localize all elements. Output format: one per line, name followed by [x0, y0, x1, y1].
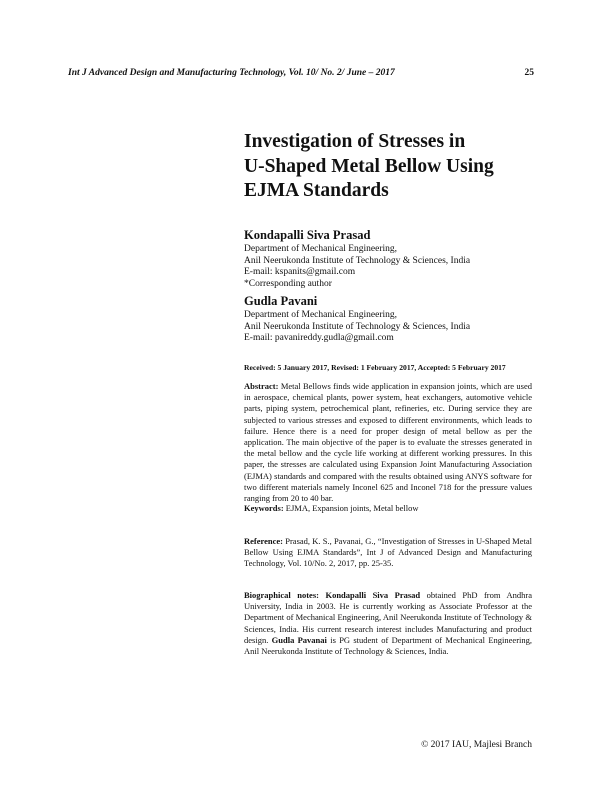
abstract	[244, 381, 532, 504]
bio-name-1: Kondapalli Siva Prasad	[325, 590, 421, 600]
affiliation-line: Department of Mechanical Engineering,	[244, 244, 397, 254]
reference-text: Prasad, K. S., Pavanai, G., “Investigation of Stresses in U-Shaped Metal Bellow Using EJMA Standards”, Int J of Advanced Design and Manufacturing Technology, Vol. 10/No. 2, 2017, pp. 25-35.	[244, 536, 533, 569]
paper-title	[244, 130, 544, 204]
reference-label: Reference:	[244, 536, 284, 546]
biographical-notes	[244, 590, 532, 657]
bio-text-1: obtained PhD from Andhra University, India in 2003. He is currently working as Associate Professor at the Department of Mechanical Engineering, Anil Neerukonda Institute of Technology & Sciences, India. His current research interest includes Manufacturing and product design.	[244, 590, 533, 645]
page-number: 25	[524, 68, 534, 78]
bio-text-2: is PG student of Department of Mechanical Engineering, Anil Neerukonda Institute of Technology & Sciences, India.	[244, 634, 533, 657]
reference	[244, 536, 532, 570]
received-dates: Received: 5 January 2017, Revised: 1 February 2017, Accepted: 5 February 2017	[244, 363, 506, 372]
author-name: Gudla Pavani	[244, 294, 318, 308]
bio-name-2: Gudla Pavanai	[271, 634, 327, 645]
keywords-label: Keywords:	[244, 503, 284, 513]
affiliation-line: Department of Mechanical Engineering,	[244, 310, 397, 320]
running-header	[68, 68, 534, 82]
affiliation-line: Anil Neerukonda Institute of Technology & Sciences, India	[244, 255, 471, 266]
journal-citation: Int J Advanced Design and Manufacturing Technology, Vol. 10/ No. 2/ June – 2017	[68, 68, 395, 78]
author-block-2	[244, 293, 544, 345]
keywords-text: EJMA, Expansion joints, Metal bellow	[285, 503, 419, 513]
author-block-1	[244, 227, 544, 290]
copyright-footer: © 2017 IAU, Majlesi Branch	[421, 740, 532, 750]
corresponding-note: *Corresponding author	[244, 278, 332, 289]
title-line: Investigation of Stresses in	[244, 131, 466, 152]
abstract-text: Metal Bellows finds wide application in expansion joints, which are used in aerospace, chemical plants, power system, heat exchangers, automotive vehicle parts, piping system, petrochemical plant, refineries, etc. During service they are subjected to various stresses and exposed to different environments, which leads to failure. Hence there is a need for proper design of metal bellow as per the application. The main objective of the paper is to evaluate the stresses generated in the metal bellow and the cycle life working at different working pressures. In this paper, the stresses are calculated using Expansion Joint Manufacturing Association (EJMA) standards and compared with the results obtained using ANYS software for two different materials namely Inconel 625 and Inconel 718 for the pressure values ranging from 20 to 40 bar.	[244, 381, 532, 504]
author-name: Kondapalli Siva Prasad	[244, 228, 371, 242]
title-line: EJMA Standards	[244, 180, 389, 201]
email-line: E-mail: pavanireddy.gudla@gmail.com	[244, 333, 394, 343]
keywords	[244, 503, 532, 514]
abstract-label: Abstract:	[244, 381, 279, 391]
email-line: E-mail: kspanits@gmail.com	[244, 267, 356, 277]
bio-label: Biographical notes:	[244, 590, 319, 600]
title-line: U-Shaped Metal Bellow Using	[244, 155, 494, 177]
affiliation-line: Anil Neerukonda Institute of Technology & Sciences, India	[244, 321, 471, 332]
